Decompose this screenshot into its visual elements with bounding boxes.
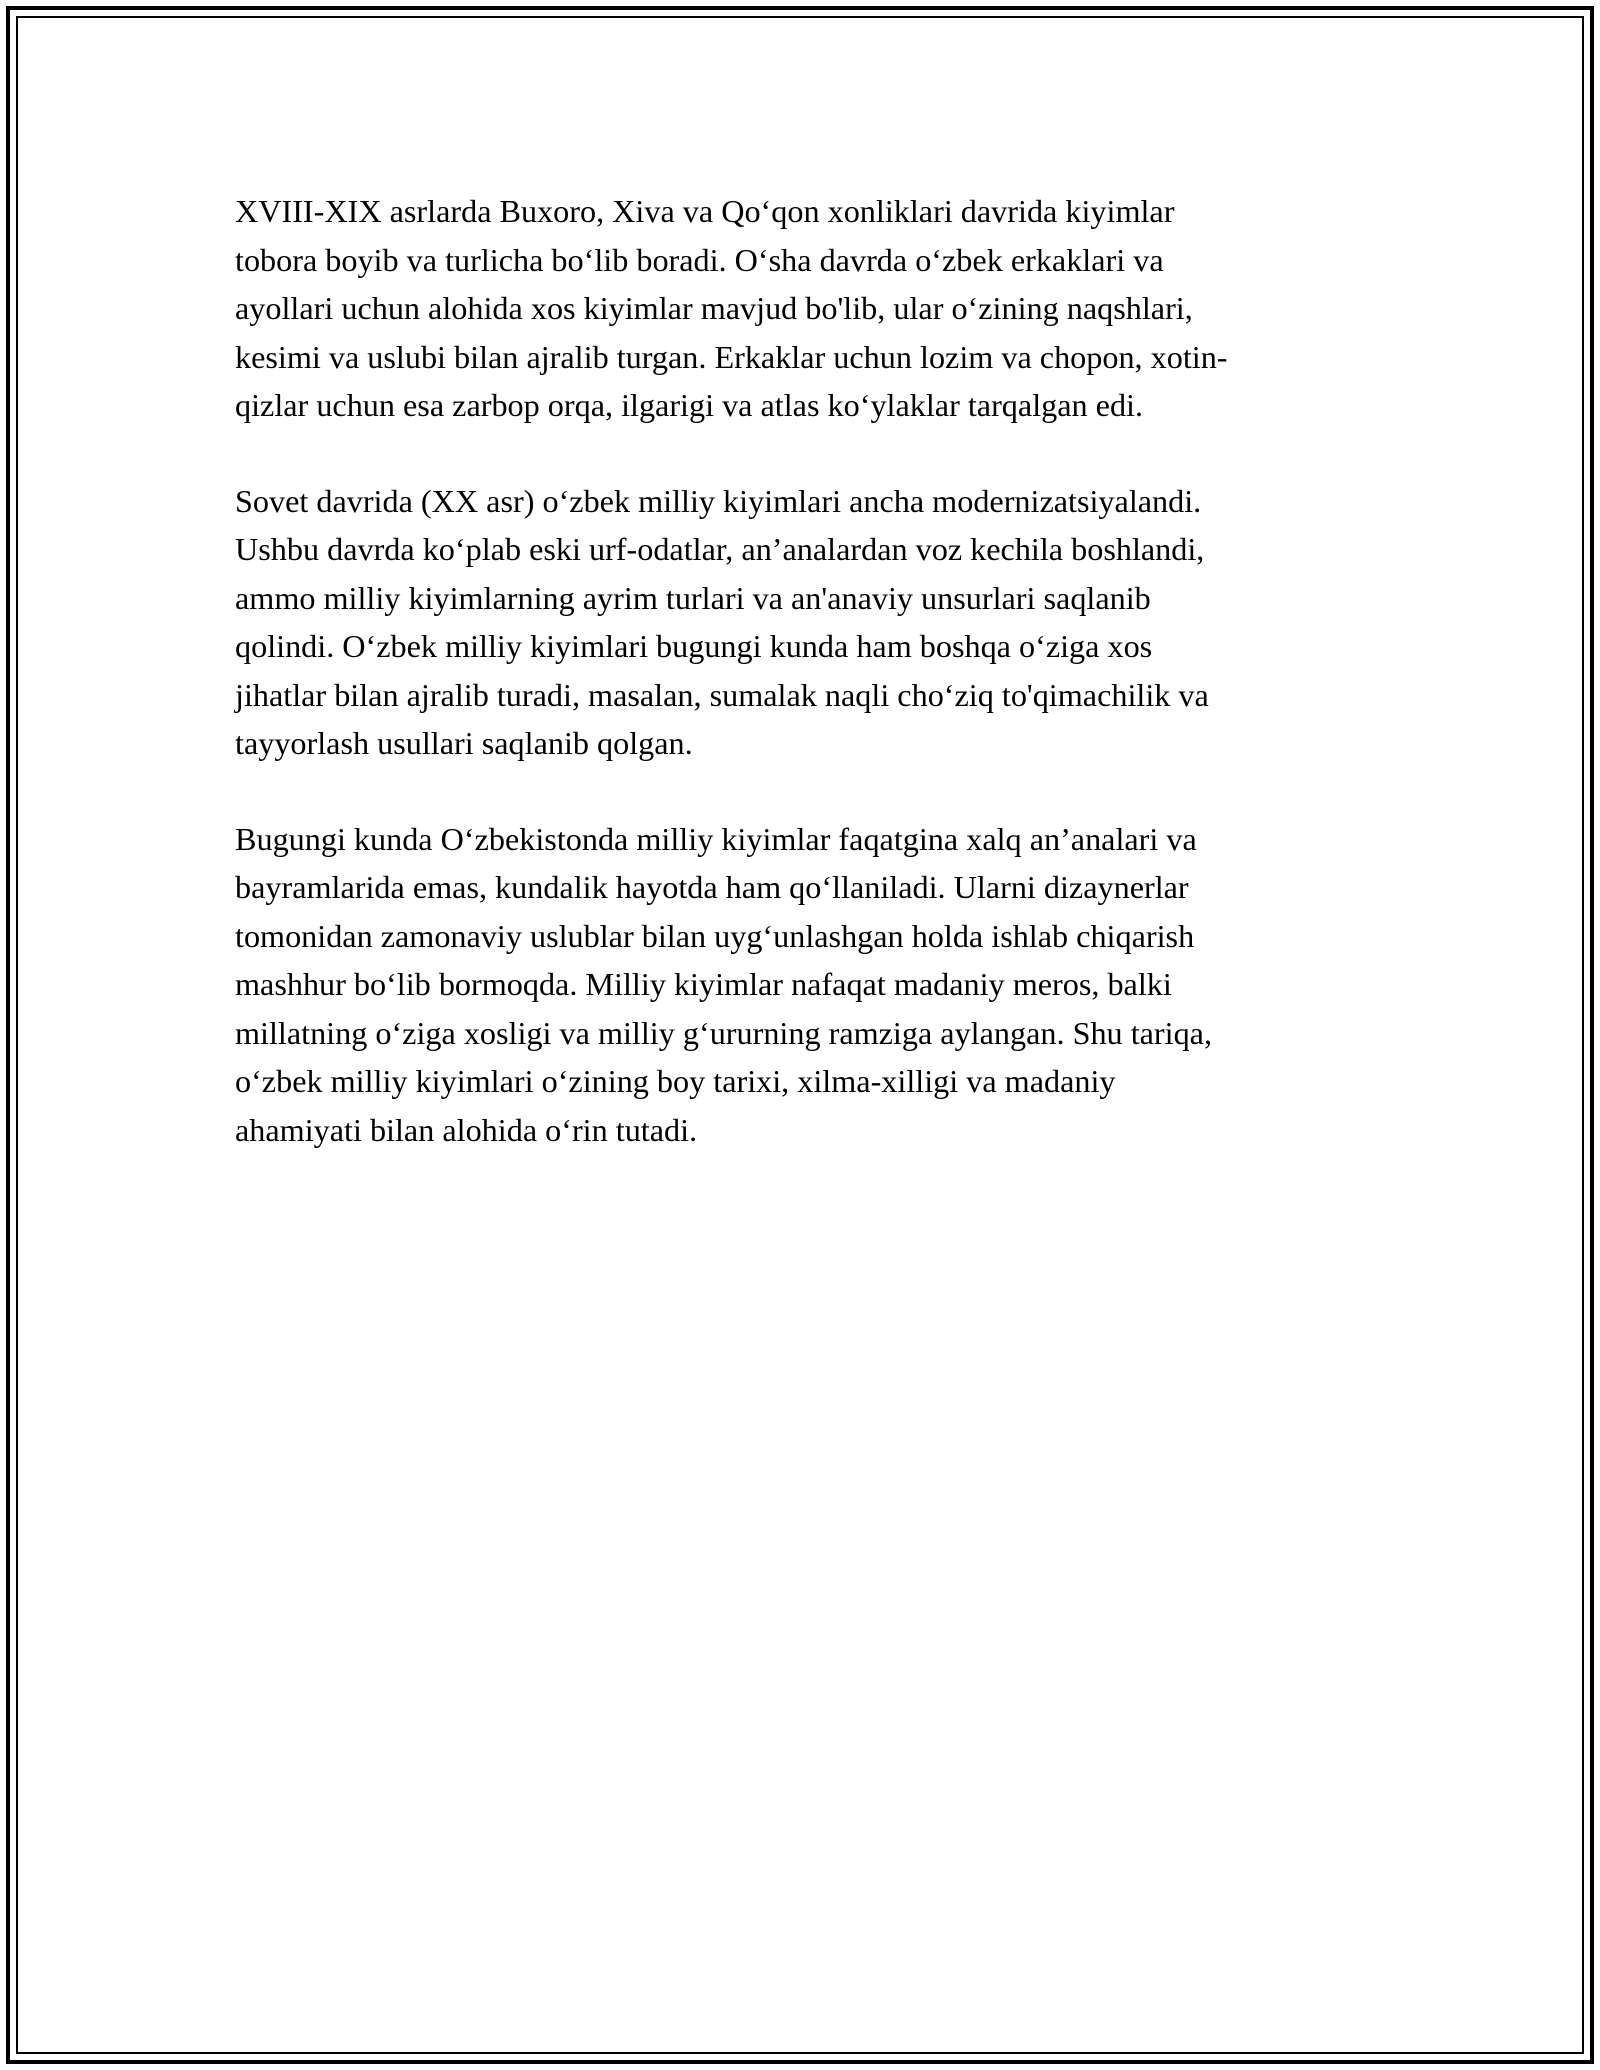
document-body xyxy=(235,187,1375,1201)
text-line: ayollari uchun alohida xos kiyimlar mavjud bo'lib, ular o‘zining naqshlari, xyxy=(235,290,1193,326)
text-line: ammo milliy kiyimlarning ayrim turlari va an'anaviy unsurlari saqlanib xyxy=(235,579,1151,616)
text-line: qizlar uchun esa zarbop orqa, ilgarigi va atlas ko‘ylaklar tarqalgan edi. xyxy=(235,387,1144,423)
text-line: o‘zbek milliy kiyimlari o‘zining boy tarixi, xilma-xilligi va madaniy xyxy=(235,1063,1116,1099)
text-line: bayramlarida emas, kundalik hayotda ham qo‘llaniladi. Ularni dizaynerlar xyxy=(235,869,1189,905)
text-line: millatning o‘ziga xosligi va milliy g‘ururning ramziga aylangan. Shu tariqa, xyxy=(235,1014,1213,1051)
text-line: tobora boyib va turlicha bo‘lib boradi. O‘sha davrda o‘zbek erkaklari va xyxy=(235,241,1164,278)
paragraph-3 xyxy=(235,815,1375,1155)
text-line: tomonidan zamonaviy uslublar bilan uyg‘unlashgan holda ishlab chiqarish xyxy=(235,917,1195,954)
text-line: jihatlar bilan ajralib turadi, masalan, sumalak naqli cho‘ziq to'qimachilik va xyxy=(235,676,1209,713)
text-line: kesimi va uslubi bilan ajralib turgan. Erkaklar uchun lozim va chopon, xotin- xyxy=(235,338,1228,375)
text-line: tayyorlash usullari saqlanib qolgan. xyxy=(235,725,693,761)
text-line: Sovet davrida (XX asr) o‘zbek milliy kiyimlari ancha modernizatsiyalandi. xyxy=(235,482,1202,519)
text-line: qolindi. O‘zbek milliy kiyimlari bugungi kunda ham boshqa o‘ziga xos xyxy=(235,628,1153,664)
text-line: Bugungi kunda O‘zbekistonda milliy kiyimlar faqatgina xalq an’analari va xyxy=(235,820,1197,857)
text-line: mashhur bo‘lib bormoqda. Milliy kiyimlar nafaqat madaniy meros, balki xyxy=(235,966,1172,1002)
paragraph-2 xyxy=(235,477,1375,768)
paragraph-1 xyxy=(235,187,1375,430)
text-line: Ushbu davrda ko‘plab eski urf-odatlar, an’analardan voz kechila boshlandi, xyxy=(235,531,1205,567)
text-line: XVIII-XIX asrlarda Buxoro, Xiva va Qo‘qon xonliklari davrida kiyimlar xyxy=(235,193,1175,229)
text-line: ahamiyati bilan alohida o‘rin tutadi. xyxy=(235,1111,698,1148)
